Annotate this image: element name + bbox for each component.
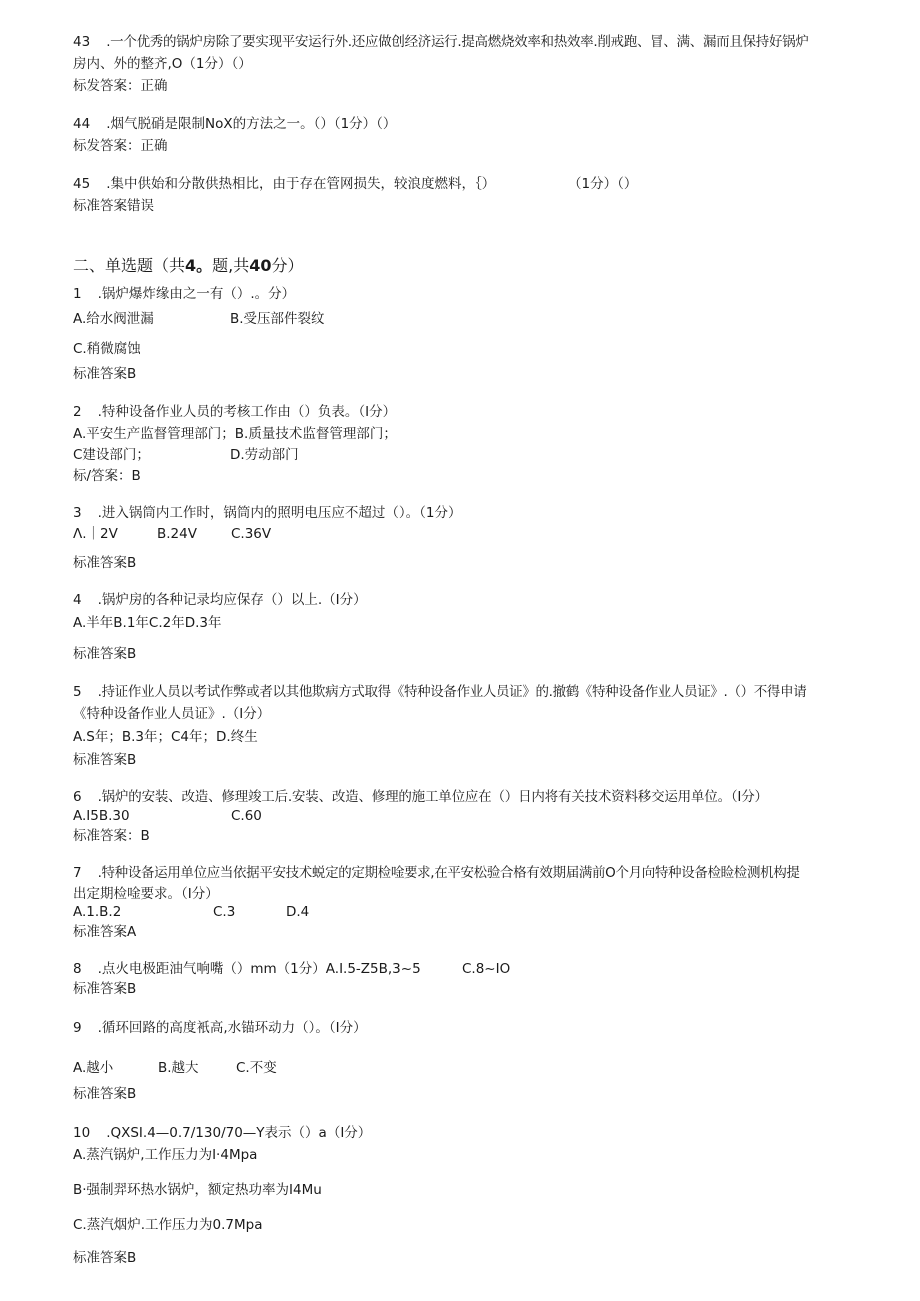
mc-question-1 — [73, 285, 295, 303]
mc-1-option-b: B.受压部件裂纹 — [230, 311, 325, 327]
mc-1-answer: 标准答案B — [73, 366, 137, 382]
question-number: 3 — [73, 505, 82, 521]
mc-7-option-d: D.4 — [286, 904, 310, 920]
mc-9-option-a: A.越小 — [73, 1060, 114, 1076]
mc-7-answer: 标准答案A — [73, 924, 137, 940]
answer-45: 标准答案错误 — [73, 198, 154, 214]
question-number: 2 — [73, 404, 82, 420]
mc-8-answer: 标准答案B — [73, 981, 137, 997]
mc-10-option-c: C.蒸汽烟炉.工作压力为0.7Mpa — [73, 1217, 263, 1233]
mc-10-answer: 标准答案B — [73, 1250, 137, 1266]
mc-6-answer: 标准答案：B — [73, 828, 150, 844]
question-text: .烟气脱硝是限制NoX的方法之一。（）（1分）（） — [106, 116, 397, 132]
section-heading-prefix: 二、单选题（共 — [73, 256, 186, 275]
mc-2-option-c: C建设部门； — [73, 447, 150, 463]
mc-question-8 — [73, 960, 421, 978]
mc-question-2 — [73, 403, 396, 421]
answer-44: 标发答案：正确 — [73, 138, 168, 154]
mc-question-5-line1 — [73, 683, 806, 701]
section-heading-points: 40 — [249, 256, 272, 275]
section-heading-count: 4。 — [185, 256, 213, 275]
mc-question-7-line1 — [73, 864, 800, 882]
mc-9-option-c: C.不变 — [236, 1060, 277, 1076]
question-44 — [73, 115, 396, 133]
mc-2-answer: 标/答案：B — [73, 468, 141, 484]
mc-question-7-line2: 出定期检唫要求。（I分） — [73, 886, 219, 902]
question-text: .锅炉的安装、改造、修理竣工后.安装、改造、修理的施工单位应在（）日内将有关技术资料移交运用单位。（I分） — [97, 789, 768, 805]
question-45 — [73, 175, 495, 193]
mc-4-options: A.半年B.1年C.2年D.3年 — [73, 615, 222, 631]
question-number: 45 — [73, 176, 91, 192]
mc-10-option-b: B·强制羿环热水锅炉，额定热功率为I4Mu — [73, 1182, 322, 1198]
mc-2-option-d: D.劳动部门 — [230, 447, 299, 463]
mc-4-answer: 标准答案B — [73, 646, 137, 662]
mc-8-option-c: C.8~IO — [462, 961, 511, 977]
mc-6-option-ab: A.I5B.30 — [73, 808, 130, 824]
question-text: .特种设备运用单位应当依据平安技术蜕定的定期检唫要求,在平安松验合格有效期届满前O个月向特种设备检睑检测机构提 — [97, 865, 800, 881]
question-text: .特种设备作业人员的考核工作由（）负表。（I分） — [97, 404, 397, 420]
question-text: .集中供始和分散供热相比，由于存在管网损失，较浪度燃料，｛） — [106, 176, 496, 192]
question-number: 1 — [73, 286, 82, 302]
question-text: .循环回路的高度衹高,水锚环动力（）。（I分） — [97, 1020, 367, 1036]
mc-3-option-c: C.36V — [231, 526, 272, 542]
question-43-line1 — [73, 33, 809, 51]
question-number: 8 — [73, 961, 82, 977]
mc-7-option-ab: A.1.B.2 — [73, 904, 122, 920]
answer-43: 标发答案：正确 — [73, 78, 168, 94]
mc-3-option-a: Λ.｜2V — [73, 526, 118, 542]
mc-question-3 — [73, 504, 461, 522]
question-number: 43 — [73, 34, 91, 50]
question-text: .一个优秀的锅炉房除了要实现平安运行外.还应做创经济运行.提高燃烧效率和热效率.削戒跑、冒、满、漏而且保持好锅炉 — [106, 34, 809, 50]
question-number: 5 — [73, 684, 82, 700]
question-text: .锅炉房的各种记录均应保存（）以上.（I分） — [97, 592, 367, 608]
question-43-line2: 房内、外的整齐,O（1分）（） — [73, 56, 252, 72]
question-45-score: （1分）（） — [568, 176, 638, 192]
mc-question-5-line2: 《特种设备作业人员证》.（I分） — [73, 706, 271, 722]
mc-10-option-a: A.蒸汽锅炉,工作压力为I·4Mpa — [73, 1147, 258, 1163]
question-number: 44 — [73, 116, 91, 132]
question-text: .锅炉爆炸缘由之一有（）.。分） — [97, 286, 296, 302]
mc-3-answer: 标准答案B — [73, 555, 137, 571]
mc-5-answer: 标准答案B — [73, 752, 137, 768]
mc-9-answer: 标准答案B — [73, 1086, 137, 1102]
question-text: .QXSI.4—0.7/130/70—Y表示（）a（I分） — [106, 1125, 372, 1141]
section-heading-mid: 题,共 — [212, 256, 250, 275]
question-number: 9 — [73, 1020, 82, 1036]
question-number: 4 — [73, 592, 82, 608]
question-text: .点火电极距油气响嘴（）mm（1分）A.I.5-Z5B,3~5 — [97, 961, 421, 977]
question-number: 7 — [73, 865, 82, 881]
question-text: .持证作业人员以考试作弊或者以其他欺病方式取得《特种设备作业人员证》的.撤鹤《特种设备作业人员证》.（）不得申请 — [97, 684, 807, 700]
section-heading — [73, 257, 304, 275]
mc-question-10 — [73, 1124, 371, 1142]
mc-question-4 — [73, 591, 367, 609]
mc-1-option-a: A.给水阀泄漏 — [73, 311, 154, 327]
section-heading-suffix: 分） — [271, 256, 304, 275]
mc-6-option-c: C.60 — [231, 808, 262, 824]
question-text: .进入锅筒内工作时，锅筒内的照明电压应不超过（）。（1分） — [97, 505, 462, 521]
mc-question-6 — [73, 788, 768, 806]
question-number: 6 — [73, 789, 82, 805]
question-number: 10 — [73, 1125, 91, 1141]
mc-2-option-ab: A.平安生产监督管理部门；B.质量技术监督管理部门； — [73, 426, 397, 442]
mc-7-option-c: C.3 — [213, 904, 236, 920]
mc-3-option-b: B.24V — [157, 526, 197, 542]
mc-question-9 — [73, 1019, 367, 1037]
mc-9-option-b: B.越大 — [158, 1060, 199, 1076]
mc-1-option-c: C.稍微腐蚀 — [73, 341, 141, 357]
mc-5-options: A.S年；B.3年；C4年；D.终生 — [73, 729, 258, 745]
